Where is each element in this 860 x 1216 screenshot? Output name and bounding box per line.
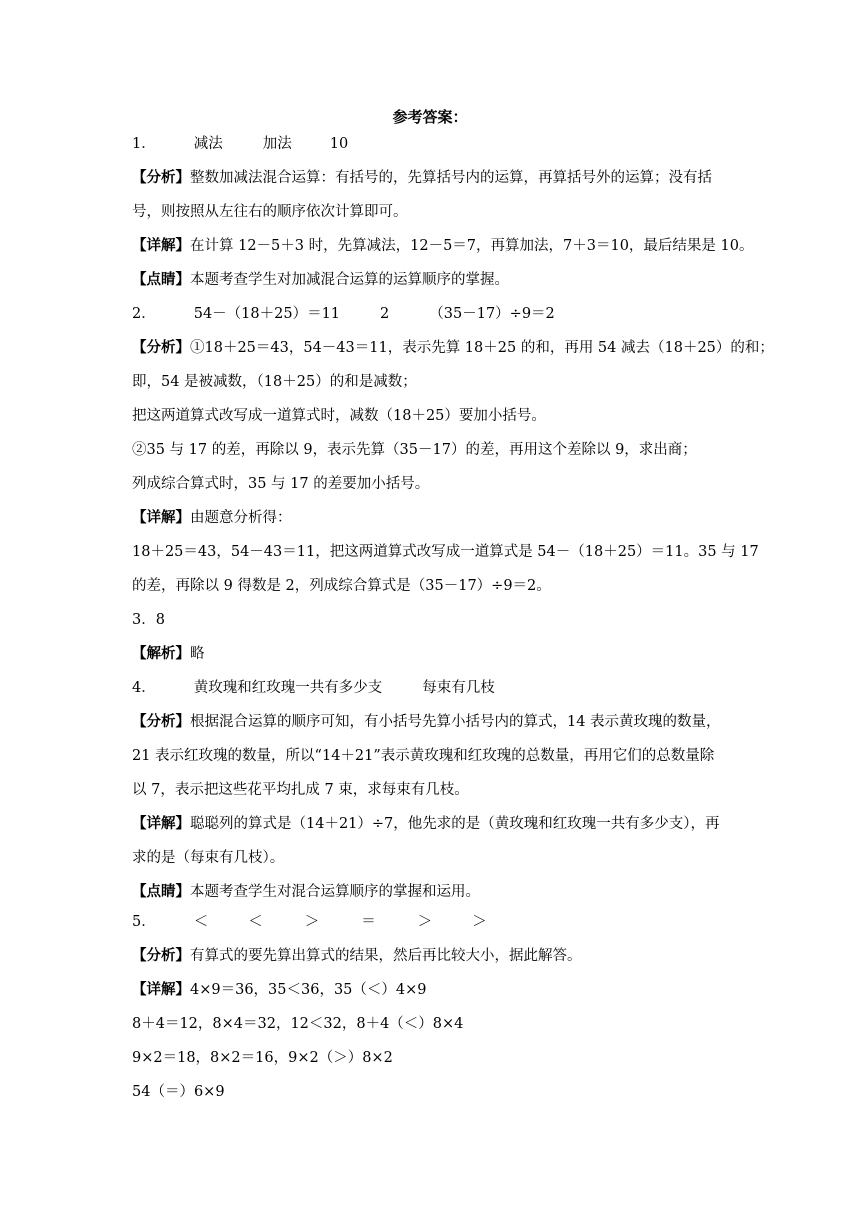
section-text: 54（＝）6×9 [132, 1084, 225, 1100]
section-label: 【详解】 [132, 509, 190, 526]
section-text: 由题意分析得： [190, 510, 292, 526]
answer-blank: 每束有几枝 [422, 680, 495, 696]
section-text: 的差，再除以 9 得数是 2，列成综合算式是（35－17）÷9＝2。 [132, 578, 551, 594]
answer-blank: ＜ [193, 914, 209, 930]
section-text: 即，54 是被减数，（18＋25）的和是减数； [132, 374, 417, 390]
analysis-line [132, 946, 732, 966]
section-text: 略 [190, 646, 205, 662]
section-text: 4×9＝36，35＜36，35（＜）4×9 [190, 982, 427, 998]
answer-1-line [132, 134, 732, 154]
answer-blank: ＞ [472, 914, 487, 930]
section-text: 有算式的要先算出算式的结果，然后再比较大小，据此解答。 [190, 948, 582, 964]
answer-5-line [132, 912, 732, 932]
answer-blank: 2 [380, 306, 390, 322]
answer-blank: 加法 [262, 136, 292, 152]
detail-line [132, 236, 754, 256]
analysis-line [132, 338, 774, 358]
answer-blank: ＜ [248, 914, 263, 930]
section-text: 在计算 12－5＋3 时，先算减法，12－5＝7，再算加法，7＋3＝10，最后结果是 10。 [190, 238, 754, 254]
section-text: 9×2＝18，8×2＝16，9×2（＞）8×2 [132, 1050, 393, 1066]
text-line [132, 1048, 732, 1068]
page-title: 参考答案： [392, 108, 468, 126]
answer-2-line [132, 304, 732, 324]
question-number: 5． [132, 914, 156, 930]
text-line [132, 542, 759, 562]
section-text: 本题考查学生对混合运算顺序的掌握和运用。 [190, 884, 480, 900]
text-line [132, 746, 732, 766]
answer-blank: 10 [329, 136, 349, 152]
section-text: 求的是（每束有几枝）。 [132, 850, 285, 866]
question-number: 4． [132, 680, 156, 696]
answer-blank: 减法 [193, 136, 223, 152]
section-label: 【详解】 [132, 981, 190, 998]
section-text: 21 表示红玫瑰的数量，所以“14＋21”表示黄玫瑰和红玫瑰的总数量，再用它们的总数量除 [132, 748, 715, 764]
answer-blank: 黄玫瑰和红玫瑰一共有多少支 [193, 680, 383, 696]
text-line [132, 1082, 732, 1102]
answer-4-line [132, 678, 732, 698]
section-text: ②35 与 17 的差，再除以 9，表示先算（35－17）的差，再用这个差除以 9，求出商； [132, 442, 697, 458]
text-line [132, 474, 732, 494]
section-text: 聪聪列的算式是（14＋21）÷7，他先求的是（黄玫瑰和红玫瑰一共有多少支），再 [190, 816, 720, 832]
section-text: 8＋4＝12，8×4＝32，12＜32，8＋4（＜）8×4 [132, 1016, 464, 1032]
section-text: ①18＋25＝43，54－43＝11，表示先算 18＋25 的和，再用 54 减去（18＋25）的和； [190, 340, 774, 356]
answer-blank: 54－（18＋25）＝11 [193, 306, 341, 322]
answer-blank: （35－17）÷9＝2 [429, 306, 555, 322]
section-label: 【详解】 [132, 237, 190, 254]
section-label: 【分析】 [132, 947, 190, 964]
section-text: 本题考查学生对加减混合运算的运算顺序的掌握。 [190, 272, 509, 288]
text-line [132, 576, 732, 596]
question-number: 2． [132, 306, 156, 322]
section-label: 【分析】 [132, 169, 190, 186]
answer-blank: ＞ [304, 914, 320, 930]
section-text: 根据混合运算的顺序可知，有小括号先算小括号内的算式，14 表示黄玫瑰的数量， [190, 714, 721, 730]
answer-blank: ＝ [361, 914, 376, 930]
section-text: 整数加减法混合运算：有括号的，先算括号内的运算，再算括号外的运算；没有括 [190, 170, 712, 186]
section-label: 【分析】 [132, 339, 190, 356]
section-text: 3．8 [132, 612, 165, 628]
text-line [132, 780, 732, 800]
text-line [132, 202, 732, 222]
explanation-line [132, 644, 732, 664]
section-label: 【分析】 [132, 713, 190, 730]
section-text: 以 7，表示把这些花平均扎成 7 束，求每束有几枝。 [132, 782, 469, 798]
section-text: 把这两道算式改写成一道算式时，减数（18＋25）要加小括号。 [132, 408, 546, 424]
section-text: 18＋25＝43，54－43＝11，把这两道算式改写成一道算式是 54－（18＋25）＝11。35 与 17 [132, 544, 759, 560]
text-line [132, 848, 732, 868]
comment-line [132, 270, 732, 290]
detail-line [132, 508, 732, 528]
section-label: 【点睛】 [132, 271, 190, 288]
text-line [132, 406, 732, 426]
section-text: 列成综合算式时，35 与 17 的差要加小括号。 [132, 476, 430, 492]
text-line [132, 372, 732, 392]
text-line [132, 440, 732, 460]
text-line [132, 1014, 732, 1034]
comment-line [132, 882, 732, 902]
section-text: 号，则按照从左往右的顺序依次计算即可。 [132, 204, 408, 220]
question-number: 1． [132, 136, 156, 152]
section-label: 【解析】 [132, 645, 190, 662]
section-label: 【详解】 [132, 815, 190, 832]
answer-3-line [132, 610, 732, 630]
answer-blank: ＞ [417, 914, 433, 930]
analysis-line [132, 712, 732, 732]
section-label: 【点睛】 [132, 883, 190, 900]
detail-line [132, 814, 732, 834]
analysis-line [132, 168, 732, 188]
detail-line [132, 980, 732, 1000]
